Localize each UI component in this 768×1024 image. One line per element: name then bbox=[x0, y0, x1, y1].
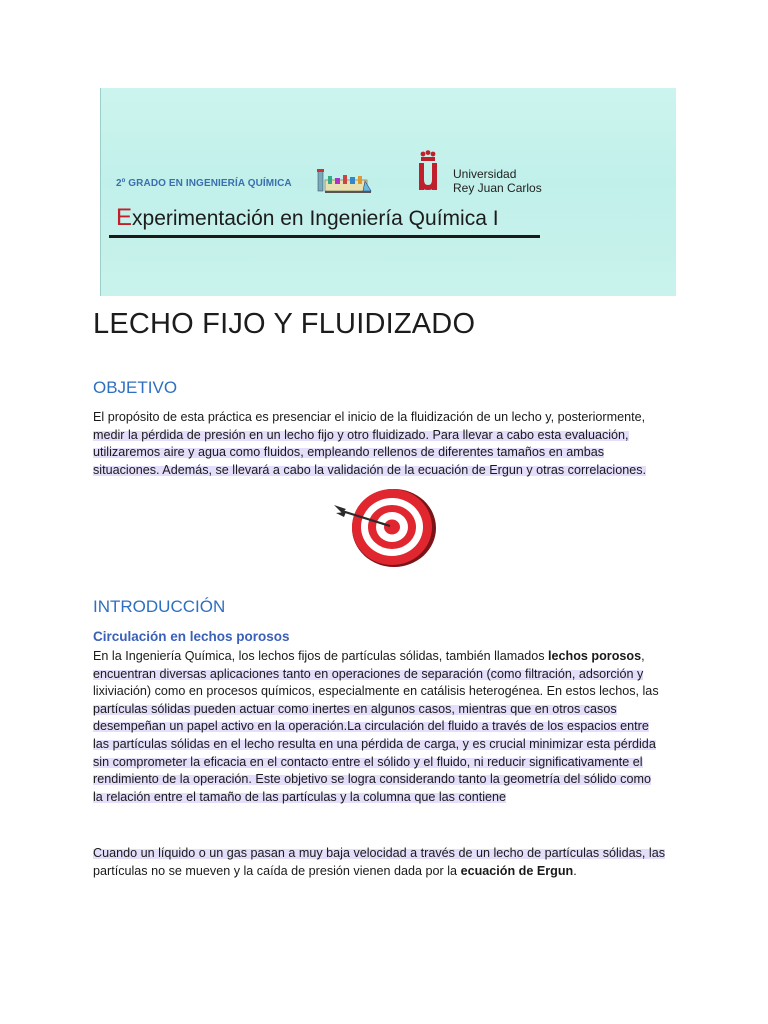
objetivo-line: medir la pérdida de presión en un lecho fijo y otro fluidizado. Para llevar a cabo esta evaluación, bbox=[93, 427, 629, 442]
course-banner bbox=[100, 88, 676, 296]
title-underline bbox=[109, 235, 540, 238]
lab-equipment-icon bbox=[316, 168, 372, 194]
university-name-line1: Universidad bbox=[453, 167, 517, 181]
university-name-line2: Rey Juan Carlos bbox=[453, 181, 542, 195]
intro-line: rendimiento de la operación. Este objetivo se logra considerando tanto la geometría del sólido como bbox=[93, 772, 651, 787]
urjc-logo-icon bbox=[416, 150, 440, 190]
intro-line: las partículas sólidas en el lecho resulta en una pérdida de carga, y es crucial minimizar esta pérdida bbox=[93, 736, 656, 751]
intro-line: partículas sólidas pueden actuar como inertes en algunos casos, mientras que en otros casos bbox=[93, 701, 617, 716]
objetivo-line: situaciones. Además, se llevará a cabo la validación de la ecuación de Ergun y otras correlaciones. bbox=[93, 462, 647, 477]
intro-line: desempeñan un papel activo en la operación.La circulación del fluido a través de los espacios entre bbox=[93, 719, 649, 734]
course-title bbox=[116, 204, 499, 232]
target-icon bbox=[332, 487, 438, 569]
intro-line: la relación entre el tamaño de las partículas y la columna que las contiene bbox=[93, 789, 507, 804]
lechos-porosos-term: lechos porosos bbox=[548, 649, 642, 663]
objetivo-line: El propósito de esta práctica es presenciar el inicio de la fluidización de un lecho y, posteriormente, bbox=[93, 410, 646, 424]
introduccion-heading: INTRODUCCIÓN bbox=[93, 597, 226, 616]
course-title-text: xperimentación en Ingeniería Química I bbox=[132, 207, 499, 230]
ecuacion-de-ergun-term: ecuación de Ergun bbox=[460, 863, 574, 878]
introduccion-paragraph bbox=[93, 648, 693, 806]
intro-line: sin comprometer la eficacia en el contacto entre el sólido y el fluido, ni reducir significativamente el bbox=[93, 754, 643, 769]
program-label: 2º GRADO EN INGENIERÍA QUÍMICA bbox=[116, 178, 292, 189]
course-title-initial: E bbox=[116, 204, 133, 231]
ergun-line: Cuando un líquido o un gas pasan a muy baja velocidad a través de un lecho de partículas sólidas, las bbox=[93, 846, 665, 860]
objetivo-heading: OBJETIVO bbox=[93, 378, 178, 397]
intro-line: encuentran diversas aplicaciones tanto en operaciones de separación (como filtración, adsorción y bbox=[93, 666, 644, 681]
intro-line: lixiviación) como en procesos químicos, especialmente en catálisis heterogénea. En estos lechos, las bbox=[93, 684, 659, 699]
ergun-line: partículas no se mueven y la caída de presión vienen dada por la ecuación de Ergun. bbox=[93, 863, 577, 878]
objetivo-paragraph bbox=[93, 409, 693, 479]
objetivo-line: utilizaremos aire y agua como fluidos, empleando rellenos de diferentes tamaños en ambas bbox=[93, 445, 605, 460]
document-title: LECHO FIJO Y FLUIDIZADO bbox=[93, 308, 476, 340]
intro-line: En la Ingeniería Química, los lechos fijos de partículas sólidas, también llamados lechos porosos, bbox=[93, 649, 645, 663]
circulacion-subheading: Circulación en lechos porosos bbox=[93, 629, 290, 644]
ergun-paragraph bbox=[93, 845, 693, 880]
